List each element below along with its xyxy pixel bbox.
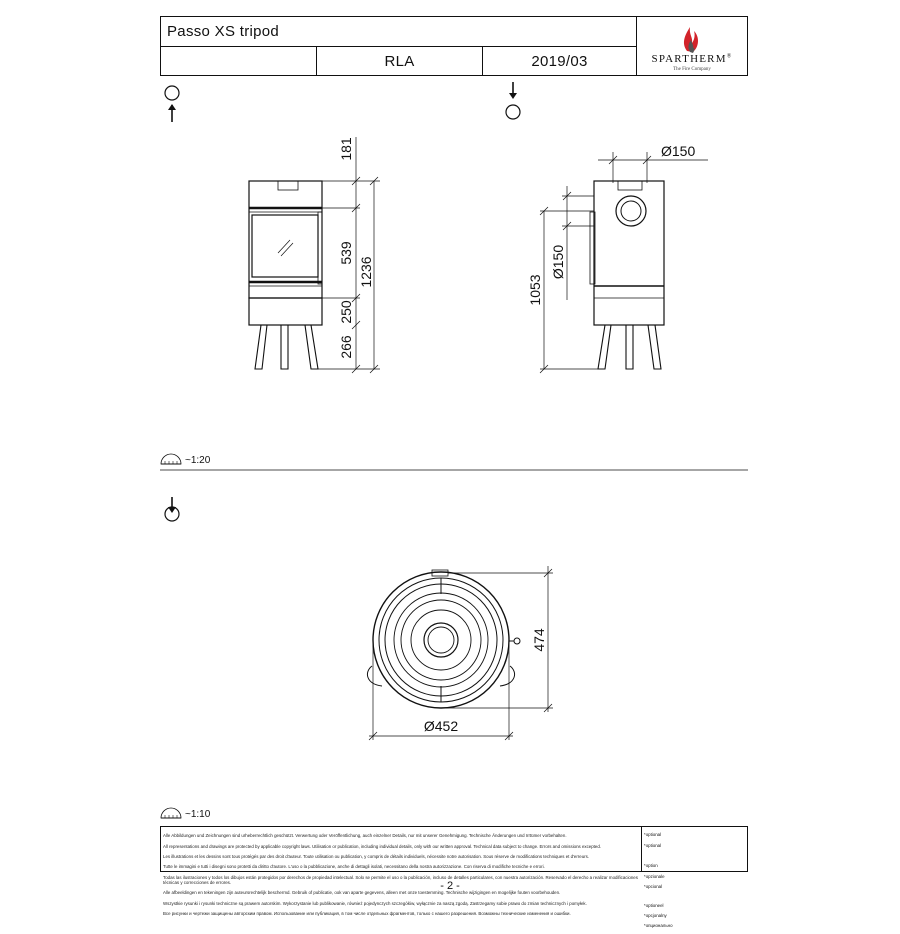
side-dimension-labels xyxy=(527,143,695,306)
top-dimension-labels xyxy=(424,628,547,734)
legal-line: Todas las ilustraciones y todos los dibujos están protegidos por derechos de propiedad intelectual. Solo se permite el uso o la publicación, incluso de detalles particulares, con nuestra autorización. Reservado el derecho a realizar modificaciones técnicas y correcciones de errores. xyxy=(163,874,638,886)
optional-item: *optional xyxy=(644,842,662,848)
legal-notice xyxy=(160,826,748,929)
scale-upper xyxy=(160,454,210,466)
brand-name: SPARTHERM xyxy=(651,53,727,65)
model-code: RLA xyxy=(384,52,415,70)
dim-flue-diameter: Ø150 xyxy=(661,143,696,159)
model-name: Passo XS tripod xyxy=(167,23,280,40)
optional-item: *опционально xyxy=(644,923,673,929)
dim-legs: 266 xyxy=(338,335,354,359)
registered-mark: ® xyxy=(726,53,733,60)
scale-lower-label: ~1:10 xyxy=(185,808,211,820)
brand-tagline: The Fire Company xyxy=(673,67,711,72)
optional-item: *opcjonalny xyxy=(644,913,667,919)
dim-rear-outlet-diameter: Ø150 xyxy=(550,244,566,280)
scale-upper-label: ~1:20 xyxy=(185,454,211,466)
scale-lower xyxy=(160,808,210,820)
optional-item: *opzionale xyxy=(644,873,665,879)
legal-line: Les illustrations et les dessins sont tous protégés par des droit d'auteur. Toute utilisation ou publication, y compris de détails individuels, nécessite notre autorisation. Sous réserve de modifications techniques et d'erreurs. xyxy=(163,854,590,860)
dim-total: 1236 xyxy=(358,256,374,288)
top-view-symbol xyxy=(165,497,179,521)
dim-depth: 474 xyxy=(531,628,547,652)
dim-base: 250 xyxy=(338,300,354,324)
optional-item xyxy=(644,853,745,858)
dim-diameter: Ø452 xyxy=(423,718,459,734)
optional-item: *optional xyxy=(644,832,662,838)
scale-ruler-icon xyxy=(160,454,182,466)
dim-top: 181 xyxy=(338,137,354,161)
legal-line: Tutte le immagini e tutti i disegni sono protetti da diritto d'autore. L'uso o la pubblicazione, anche di dettagli isolati, necessitano della nostra autorizzazione. Con riserva di modifiche tecniche e errori. xyxy=(163,864,545,870)
page-number: - 2 - xyxy=(440,880,460,892)
optional-column xyxy=(641,827,745,929)
legal-line: Alle afbeeldingen en tekeningen zijn auteursrechtelijk beschermd. Gebruik of publicatie, ook van aparte gegevens, alleen met onze toestemming. Technische wijzigingen en mogelijke fouten voorbehouden. xyxy=(163,890,561,896)
top-dimensions xyxy=(369,566,553,740)
dim-door: 539 xyxy=(338,241,354,265)
scale-ruler-icon xyxy=(160,808,182,820)
optional-item: *opcional xyxy=(644,884,663,890)
optional-item: *optioneel xyxy=(644,902,664,908)
front-view-symbol xyxy=(165,86,179,122)
legal-text xyxy=(163,828,639,917)
legal-line: Alle Abbildungen und Zeichnungen sind urheberrechtlich geschützt. Verwertung oder Veröffentlichung, auch einzelner Details, nur mit unserer Genehmigung. Technische Änderungen und Irrtümer vorbehalten. xyxy=(163,833,567,839)
side-view xyxy=(590,181,664,369)
revision-date: 2019/03 xyxy=(531,52,588,70)
side-view-symbol xyxy=(506,82,520,119)
dim-outlet-height: 1053 xyxy=(527,274,543,306)
legal-line: Все рисунки и чертежи защищены авторским правом. Использование или публикация, в том числе отдельных фрагментов, только с нашего разрешения. Возможны технические изменения и ошибки. xyxy=(163,911,571,917)
optional-item: *option xyxy=(644,863,658,869)
legal-line: Wszystkie rysunki i rysunki techniczne są prawem autorskim. Wykorzystanie lub publikowanie, również pojedynczych szczegółów, wyłącznie za naszą zgodą. Zastrzegamy sobie prawo do zmian technicznych i pomyłek. xyxy=(163,900,587,906)
optional-item xyxy=(644,894,745,897)
top-view xyxy=(367,570,520,708)
front-view xyxy=(249,181,322,369)
legal-line: All representations and drawings are protected by applicable copyright laws. Utilisation or publication, including individual details, only with our written approval. Technical data subject to change. Errors and omissions excepted. xyxy=(163,843,602,849)
